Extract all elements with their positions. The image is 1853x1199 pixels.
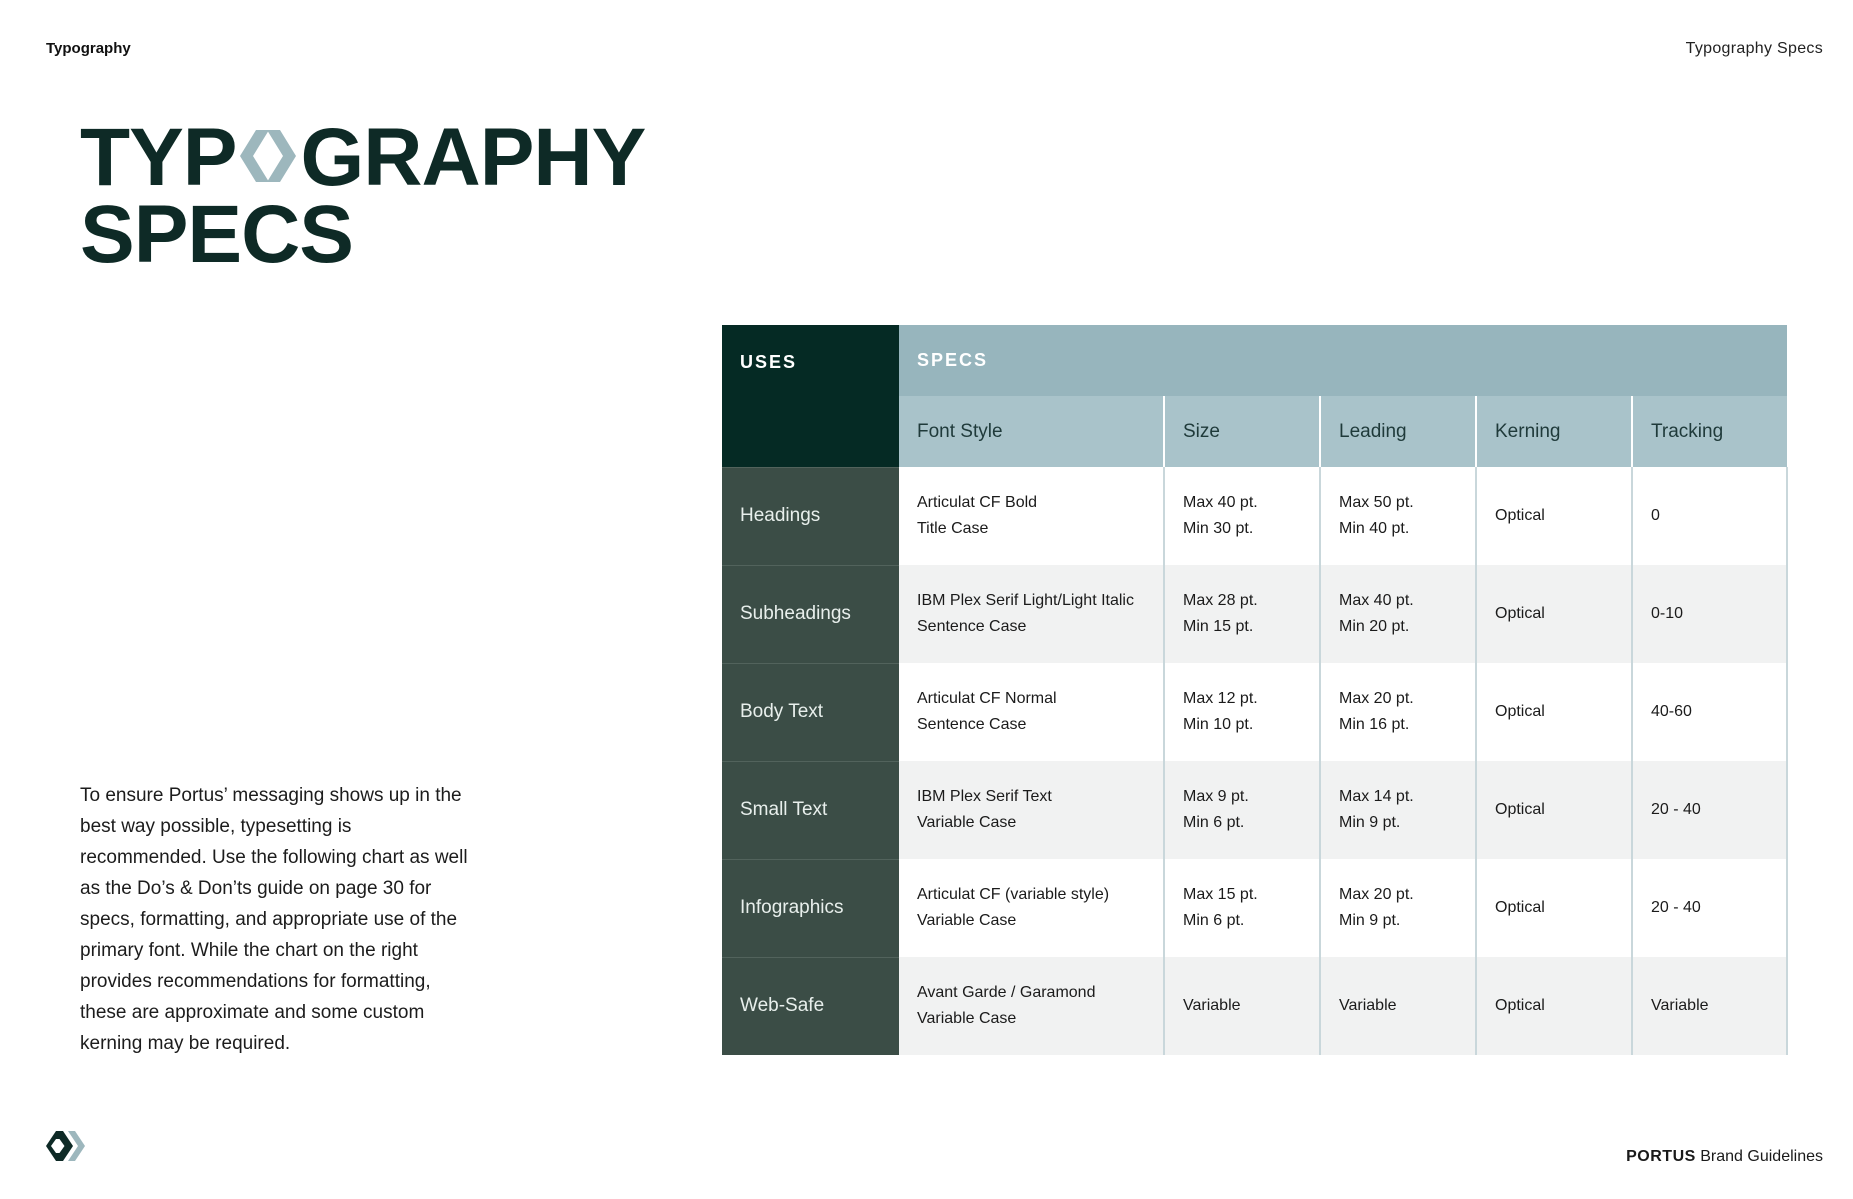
kerning-cell: Optical xyxy=(1476,859,1632,957)
page-name: Typography Specs xyxy=(1685,40,1823,57)
table-row xyxy=(722,859,1787,957)
intro-paragraph: To ensure Portus’ messaging shows up in the best way possible, typesetting is recommended. Use the following chart as well as the Do’s & Don’ts guide on page 30 for specs, formatting, and appropriate use of the primary font. While the chart on the right provides recommendations for formatting, these are approximate and some custom kerning may be required. xyxy=(80,785,468,1054)
kerning-cell: Optical xyxy=(1476,467,1632,565)
tracking-cell: Variable xyxy=(1632,957,1787,1055)
size-cell: Variable xyxy=(1164,957,1320,1055)
font-name: Avant Garde / Garamond xyxy=(917,983,1096,1001)
font-case: Title Case xyxy=(917,520,989,537)
font-case: Variable Case xyxy=(917,1009,1017,1027)
col-header-size: Size xyxy=(1164,396,1320,467)
leading-min: Min 9 pt. xyxy=(1339,814,1401,831)
leading-max: Max 20 pt. xyxy=(1339,886,1414,903)
col-header-leading: Leading xyxy=(1320,396,1476,467)
font-case: Variable Case xyxy=(917,814,1017,831)
col-header-font-style: Font Style xyxy=(899,396,1164,467)
leading-cell xyxy=(1320,859,1476,957)
size-cell xyxy=(1164,761,1320,859)
tracking-cell: 40-60 xyxy=(1632,663,1787,761)
font-style-cell xyxy=(899,467,1164,565)
tracking-cell: 0 xyxy=(1632,467,1787,565)
leading-max: Max 20 pt. xyxy=(1339,690,1414,707)
size-min: Min 10 pt. xyxy=(1183,716,1254,733)
size-cell xyxy=(1164,467,1320,565)
size-cell xyxy=(1164,565,1320,663)
leading-max: Max 14 pt. xyxy=(1339,788,1414,805)
row-label: Subheadings xyxy=(722,565,899,663)
font-name: IBM Plex Serif Light/Light Italic xyxy=(917,592,1134,609)
row-label: Web-Safe xyxy=(722,957,899,1055)
portus-logo-icon xyxy=(46,1130,86,1167)
uses-header: USES xyxy=(722,325,899,467)
row-label: Headings xyxy=(722,467,899,565)
font-case: Sentence Case xyxy=(917,618,1027,635)
font-name: Articulat CF (variable style) xyxy=(917,886,1110,903)
table-row xyxy=(722,663,1787,761)
chevron-pair-icon xyxy=(238,121,298,193)
col-header-kerning: Kerning xyxy=(1476,396,1632,467)
tracking-cell: 0-10 xyxy=(1632,565,1787,663)
leading-max: Max 50 pt. xyxy=(1339,494,1414,511)
size-max: Max 12 pt. xyxy=(1183,690,1258,707)
size-max: Max 9 pt. xyxy=(1183,788,1249,805)
font-style-cell xyxy=(899,663,1164,761)
table-row xyxy=(722,467,1787,565)
kerning-cell: Optical xyxy=(1476,565,1632,663)
col-header-tracking: Tracking xyxy=(1632,396,1787,467)
leading-cell xyxy=(1320,467,1476,565)
size-cell xyxy=(1164,859,1320,957)
leading-cell xyxy=(1320,663,1476,761)
tracking-cell: 20 - 40 xyxy=(1632,859,1787,957)
kerning-cell: Optical xyxy=(1476,663,1632,761)
leading-cell xyxy=(1320,761,1476,859)
size-min: Min 6 pt. xyxy=(1183,912,1245,929)
row-label: Body Text xyxy=(722,663,899,761)
title-part-2: GRAPHY xyxy=(300,112,646,203)
font-style-cell xyxy=(899,859,1164,957)
table-row xyxy=(722,565,1787,663)
size-max: Max 28 pt. xyxy=(1183,592,1258,609)
footer-brand-label: Brand Guidelines xyxy=(1700,1148,1823,1165)
page-title xyxy=(80,112,646,281)
footer-brand-name: PORTUS xyxy=(1626,1148,1696,1165)
title-line-2: SPECS xyxy=(80,189,353,281)
leading-min: Min 20 pt. xyxy=(1339,618,1410,635)
size-min: Min 30 pt. xyxy=(1183,520,1254,537)
font-style-cell xyxy=(899,957,1164,1055)
leading-min: Min 16 pt. xyxy=(1339,716,1410,733)
table-row xyxy=(722,957,1787,1055)
title-part-1: TYP xyxy=(80,112,237,203)
font-name: Articulat CF Normal xyxy=(917,690,1057,707)
font-style-cell xyxy=(899,565,1164,663)
size-cell xyxy=(1164,663,1320,761)
typography-spec-table xyxy=(722,325,1788,1055)
row-label: Small Text xyxy=(722,761,899,859)
leading-min: Min 40 pt. xyxy=(1339,520,1410,537)
tracking-cell: 20 - 40 xyxy=(1632,761,1787,859)
size-min: Min 15 pt. xyxy=(1183,618,1254,635)
font-name: IBM Plex Serif Text xyxy=(917,788,1052,805)
table-row xyxy=(722,761,1787,859)
title-line-1 xyxy=(80,112,646,203)
leading-max: Max 40 pt. xyxy=(1339,592,1414,609)
size-max: Max 40 pt. xyxy=(1183,494,1258,511)
kerning-cell: Optical xyxy=(1476,957,1632,1055)
leading-min: Min 9 pt. xyxy=(1339,912,1401,929)
specs-header: SPECS xyxy=(899,325,1787,396)
footer-brand xyxy=(1626,1148,1823,1166)
font-name: Articulat CF Bold xyxy=(917,494,1038,511)
kerning-cell: Optical xyxy=(1476,761,1632,859)
font-case: Sentence Case xyxy=(917,716,1027,733)
font-style-cell xyxy=(899,761,1164,859)
row-label: Infographics xyxy=(722,859,899,957)
size-min: Min 6 pt. xyxy=(1183,814,1245,831)
leading-cell xyxy=(1320,565,1476,663)
section-label: Typography xyxy=(46,40,131,57)
leading-cell: Variable xyxy=(1320,957,1476,1055)
size-max: Max 15 pt. xyxy=(1183,886,1258,903)
font-case: Variable Case xyxy=(917,912,1017,929)
